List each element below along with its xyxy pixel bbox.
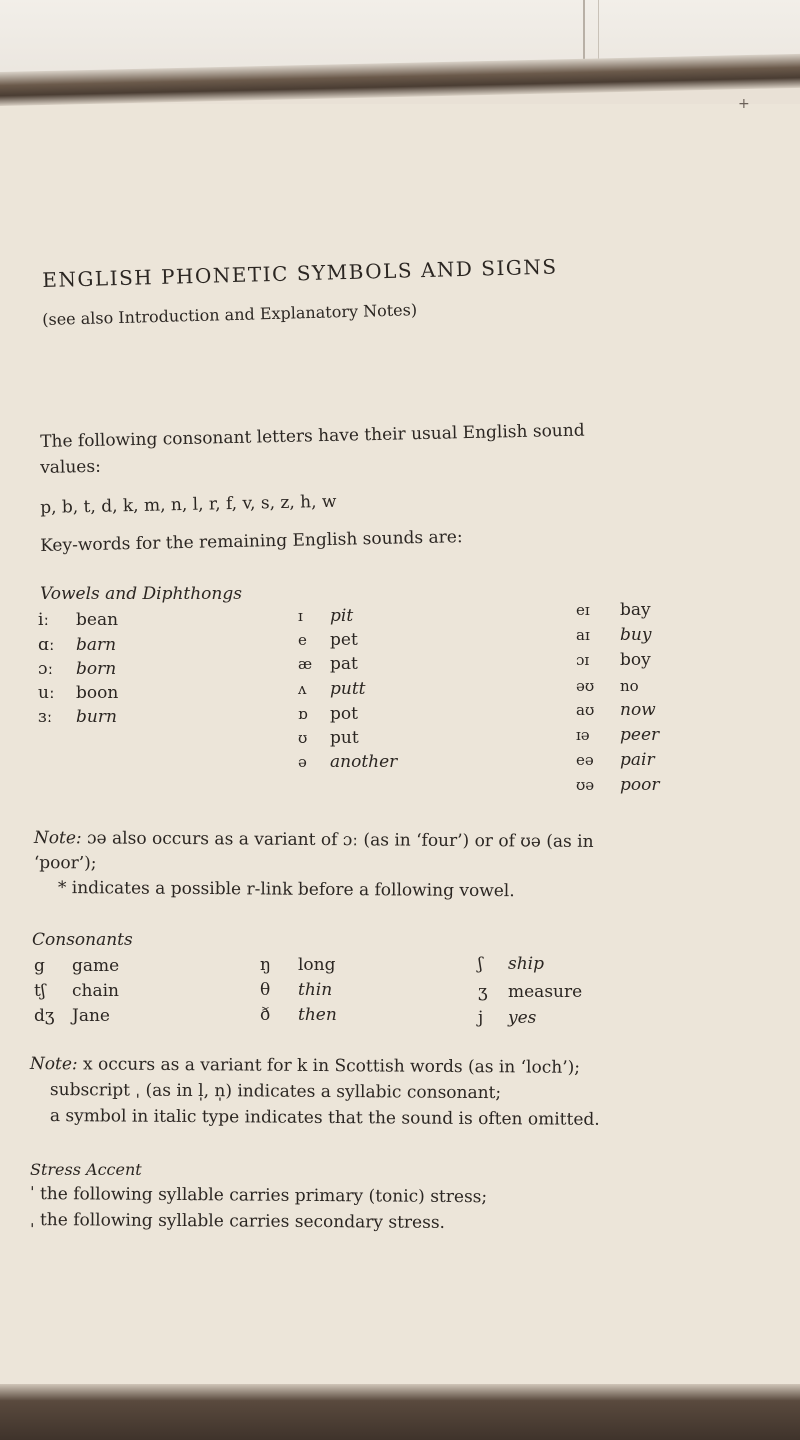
vowel-row: [38, 659, 116, 679]
consonant-symbol: g: [34, 956, 45, 976]
consonant-row: [34, 1006, 110, 1026]
vowel-keyword: peer: [620, 725, 660, 745]
consonant-symbol: ŋ: [260, 955, 271, 975]
consonant-keyword: chain: [72, 981, 119, 1001]
consonant-keyword: then: [298, 1005, 337, 1025]
vowel-keyword: born: [76, 659, 117, 679]
stress-line-2: ˌ the following syllable carries secondary stress.: [29, 1210, 446, 1233]
vowel-symbol: ɒ: [298, 705, 308, 723]
vowel-keyword: pit: [330, 606, 354, 626]
vowel-row: [298, 606, 353, 626]
vowel-symbol: ʊə: [576, 776, 595, 794]
consonant-keyword: Jane: [72, 1006, 110, 1026]
vowel-row: [576, 725, 659, 745]
consonant-keyword: game: [72, 956, 120, 976]
stress-line-1: ˈ the following syllable carries primary (tonic) stress;: [29, 1184, 488, 1208]
vowel-symbol: ʊ: [298, 729, 308, 747]
vowel-keyword: poor: [620, 775, 660, 795]
consonant-symbol: θ: [260, 980, 271, 1000]
vowel-symbol: ɪə: [576, 726, 590, 744]
vowel-row: [298, 654, 358, 674]
consonant-row: [478, 954, 544, 974]
note-1-line-1: [34, 828, 594, 852]
cover-edge-bottom: [0, 1384, 800, 1440]
vowel-symbol: ɔɪ: [576, 651, 590, 669]
vowel-row: [298, 728, 359, 748]
vowel-symbol: eə: [576, 751, 594, 769]
note-2-line-2: subscript ˌ (as in l̩, n̩) indicates a syllabic consonant;: [49, 1080, 502, 1104]
consonant-symbol: j: [478, 1008, 484, 1028]
vowel-symbol: ɔː: [38, 659, 54, 679]
vowel-keyword: barn: [76, 635, 117, 655]
consonant-keyword: ship: [508, 954, 544, 974]
intro-line-2: values:: [40, 456, 102, 478]
vowel-row: [298, 630, 358, 650]
consonant-symbol: dʒ: [34, 1006, 55, 1026]
consonant-row: [260, 980, 332, 1000]
consonant-symbol: tʃ: [34, 981, 46, 1001]
vowel-keyword: pair: [620, 750, 655, 770]
vowel-keyword: bean: [76, 610, 119, 630]
vowel-keyword: boon: [76, 683, 119, 703]
note-label: Note:: [33, 828, 82, 849]
vowel-row: [298, 752, 397, 772]
consonant-row: [260, 1005, 337, 1025]
vowel-keyword: putt: [330, 679, 366, 699]
vowels-heading: Vowels and Diphthongs: [40, 584, 242, 604]
consonant-row: [478, 1008, 536, 1028]
vowel-row: [38, 707, 117, 727]
vowel-row: [576, 750, 655, 770]
consonant-letters: p, b, t, d, k, m, n, l, r, f, v, s, z, h, w: [40, 491, 337, 518]
vowel-symbol: əʊ: [576, 677, 595, 695]
vowel-symbol: ə: [298, 753, 307, 771]
vowel-symbol: ʌ: [298, 680, 307, 698]
note-label: Note:: [29, 1054, 78, 1075]
vowel-row: [298, 679, 366, 699]
vowel-symbol: eɪ: [576, 601, 590, 619]
vowel-symbol: æ: [298, 655, 313, 673]
keywords-line: Key-words for the remaining English sounds are:: [40, 527, 463, 556]
vowel-symbol: iː: [38, 610, 50, 630]
note-2-line-3: a symbol in italic type indicates that the sound is often omitted.: [49, 1106, 600, 1130]
corner-plus-mark: +: [738, 96, 750, 112]
vowel-keyword: pot: [330, 704, 358, 724]
vowel-keyword: buy: [620, 625, 652, 645]
vowel-row: [576, 775, 659, 795]
vowel-symbol: aʊ: [576, 701, 595, 719]
consonant-row: [478, 982, 582, 1002]
consonants-heading: Consonants: [32, 930, 133, 950]
vowel-row: [576, 625, 651, 645]
consonant-keyword: yes: [508, 1008, 537, 1028]
vowel-row: [576, 700, 656, 720]
vowel-row: [38, 610, 118, 630]
vowel-keyword: put: [330, 728, 359, 748]
page-title: ENGLISH PHONETIC SYMBOLS AND SIGNS: [42, 254, 558, 292]
vowel-keyword: another: [330, 752, 398, 772]
page-subtitle: (see also Introduction and Explanatory Notes): [42, 300, 418, 329]
note-1-line-3: * indicates a possible r-link before a following vowel.: [57, 878, 515, 902]
vowel-symbol: ɜː: [38, 707, 53, 727]
vowel-row: [298, 704, 358, 724]
consonant-row: [260, 955, 336, 975]
note-1-line-2: ‘poor’);: [33, 853, 97, 874]
vowel-keyword: burn: [76, 707, 117, 727]
consonant-keyword: long: [298, 955, 336, 975]
vowel-row: [38, 635, 116, 655]
consonant-keyword: thin: [298, 980, 333, 1000]
vowel-symbol: uː: [38, 683, 55, 703]
vowel-keyword: pet: [330, 630, 358, 650]
vowel-row: [38, 683, 118, 703]
vowel-symbol: e: [298, 631, 307, 649]
consonant-symbol: ð: [260, 1005, 271, 1025]
note-2-line-1: [30, 1054, 580, 1078]
vowel-keyword: now: [620, 700, 656, 720]
vowel-symbol: ɑː: [38, 635, 55, 655]
note-text: ɔə also occurs as a variant of ɔː (as in ‘four’) or of ʊə (as in: [86, 828, 594, 852]
intro-line-1: The following consonant letters have their usual English sound: [40, 420, 585, 452]
consonant-row: [34, 956, 119, 976]
vowel-keyword: no: [620, 677, 639, 695]
vowel-row: [576, 650, 651, 670]
vowel-symbol: ɪ: [298, 607, 303, 625]
note-text: x occurs as a variant for k in Scottish words (as in ‘loch’);: [82, 1054, 581, 1078]
consonant-row: [34, 981, 119, 1001]
vowel-row: [576, 676, 639, 696]
vowel-keyword: pat: [330, 654, 358, 674]
consonant-keyword: measure: [508, 982, 583, 1002]
consonant-symbol: ʒ: [478, 982, 488, 1002]
vowel-row: [576, 600, 651, 620]
consonant-symbol: ʃ: [478, 954, 483, 974]
vowel-keyword: bay: [620, 600, 651, 620]
stress-accent-heading: Stress Accent: [30, 1160, 142, 1179]
vowel-keyword: boy: [620, 650, 651, 670]
vowel-symbol: aɪ: [576, 626, 590, 644]
